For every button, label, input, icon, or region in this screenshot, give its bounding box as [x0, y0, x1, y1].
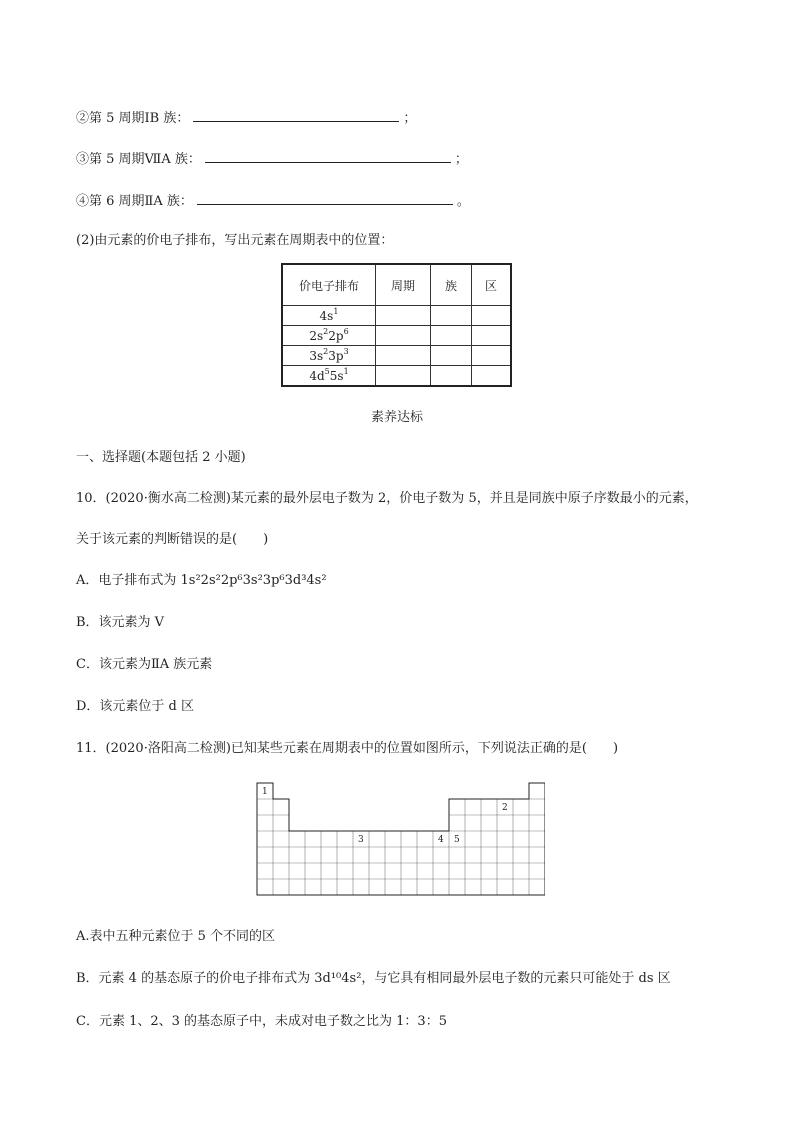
table-cell	[257, 879, 273, 895]
table-cell	[289, 847, 305, 863]
table-cell	[465, 815, 481, 831]
periodic-table-grid	[257, 783, 545, 895]
q10-option-a[interactable]: A．电子排布式为 1s²2s²2p⁶3s²3p⁶3d³4s²	[76, 573, 327, 588]
table-cell	[337, 847, 353, 863]
blank-label: ②第 5 周期ⅠB 族：	[76, 111, 190, 126]
section-title: 素养达标	[370, 410, 423, 425]
answer-blank[interactable]	[193, 108, 399, 122]
table-cell	[481, 847, 497, 863]
element-mark: 5	[454, 835, 460, 845]
table-cell	[497, 815, 513, 831]
table-cell	[449, 847, 465, 863]
table-cell	[257, 847, 273, 863]
group-cell[interactable]	[431, 326, 472, 346]
table-cell	[273, 831, 289, 847]
config-cell: $4d^55s^1$	[282, 366, 376, 387]
config-cell: $4s^1$	[282, 306, 376, 326]
table-cell	[465, 879, 481, 895]
table-cell	[353, 863, 369, 879]
config-table	[281, 263, 512, 387]
q10-option-c[interactable]: C．该元素为ⅡA 族元素	[76, 657, 213, 672]
table-cell	[289, 863, 305, 879]
table-cell	[529, 847, 545, 863]
table-cell	[257, 799, 273, 815]
element-mark: 4	[438, 835, 444, 845]
electron-config: 3d¹⁰4s²	[314, 971, 362, 986]
table-cell	[497, 879, 513, 895]
element-mark: 3	[358, 835, 364, 845]
table-cell	[369, 831, 385, 847]
table-cell	[273, 815, 289, 831]
table-cell	[321, 879, 337, 895]
table-cell	[449, 863, 465, 879]
table-cell	[401, 831, 417, 847]
table-cell	[401, 879, 417, 895]
q11-stem: 11．(2020·洛阳高二检测)已知某些元素在周期表中的位置如图所示，下列说法正确的是( )	[76, 741, 619, 756]
group-cell[interactable]	[431, 366, 472, 387]
table-row	[282, 366, 511, 387]
part2-prompt: (2)由元素的价电子排布，写出元素在周期表中的位置：	[76, 233, 394, 248]
table-cell	[433, 863, 449, 879]
q11-option-b[interactable]: B．元素 4 的基态原子的价电子排布式为 3d¹⁰4s²，与它具有相同最外层电子数的元素只可能处于 ds 区	[76, 971, 671, 986]
table-cell	[401, 847, 417, 863]
table-cell	[305, 831, 321, 847]
group-cell[interactable]	[431, 306, 472, 326]
table-cell	[305, 863, 321, 879]
period-cell[interactable]	[376, 346, 431, 366]
column-header: 族	[431, 264, 472, 306]
table-cell	[401, 863, 417, 879]
column-header: 周期	[376, 264, 431, 306]
table-cell	[353, 847, 369, 863]
table-cell	[369, 847, 385, 863]
table-cell	[369, 863, 385, 879]
electron-config: 1s²2s²2p⁶3s²3p⁶3d³4s²	[180, 573, 327, 588]
config-cell: $3s^23p^3$	[282, 346, 376, 366]
table-cell	[513, 847, 529, 863]
table-cell	[497, 847, 513, 863]
table-cell	[305, 847, 321, 863]
table-cell	[369, 879, 385, 895]
block-cell[interactable]	[472, 366, 512, 387]
table-cell	[337, 831, 353, 847]
table-cell	[321, 831, 337, 847]
answer-blank[interactable]	[197, 191, 453, 205]
column-header: 价电子排布	[282, 264, 376, 306]
table-cell	[321, 863, 337, 879]
blank-label: ③第 5 周期ⅦA 族：	[76, 152, 201, 167]
table-cell	[513, 799, 529, 815]
table-row	[282, 346, 511, 366]
table-cell	[337, 863, 353, 879]
group-cell[interactable]	[431, 346, 472, 366]
table-cell	[385, 879, 401, 895]
table-cell	[481, 863, 497, 879]
table-cell	[481, 799, 497, 815]
table-cell	[257, 831, 273, 847]
element-mark: 1	[262, 787, 268, 797]
block-cell[interactable]	[472, 346, 512, 366]
table-cell	[529, 815, 545, 831]
table-cell	[529, 879, 545, 895]
table-cell	[385, 831, 401, 847]
table-cell	[353, 879, 369, 895]
blank-line-3: ③第 5 周期ⅦA 族： ；	[76, 149, 468, 169]
column-header: 区	[472, 264, 512, 306]
q11-option-c[interactable]: C．元素 1、2、3 的基态原子中，未成对电子数之比为 1：3：5	[76, 1014, 447, 1029]
table-cell	[289, 831, 305, 847]
table-cell	[257, 815, 273, 831]
table-cell	[385, 863, 401, 879]
table-cell	[481, 815, 497, 831]
period-cell[interactable]	[376, 326, 431, 346]
table-cell	[273, 799, 289, 815]
table-cell	[481, 831, 497, 847]
table-cell	[449, 879, 465, 895]
element-mark: 2	[502, 803, 508, 813]
table-cell	[513, 815, 529, 831]
blank-label: ④第 6 周期ⅡA 族：	[76, 194, 193, 209]
table-cell	[529, 799, 545, 815]
table-cell	[465, 847, 481, 863]
table-cell	[417, 847, 433, 863]
table-cell	[449, 799, 465, 815]
table-cell	[273, 847, 289, 863]
period-cell[interactable]	[376, 306, 431, 326]
table-cell	[273, 879, 289, 895]
table-cell	[385, 847, 401, 863]
q10-option-b[interactable]: B．该元素为 V	[76, 615, 165, 630]
q10-option-d[interactable]: D．该元素位于 d 区	[76, 699, 195, 714]
table-cell	[481, 879, 497, 895]
table-cell	[513, 863, 529, 879]
blank-line-2: ②第 5 周期ⅠB 族： ；	[76, 108, 416, 128]
blank-line-4: ④第 6 周期ⅡA 族： 。	[76, 191, 470, 211]
table-cell	[417, 879, 433, 895]
table-cell	[273, 863, 289, 879]
table-cell	[417, 831, 433, 847]
table-cell	[433, 847, 449, 863]
table-cell	[529, 863, 545, 879]
table-cell	[529, 831, 545, 847]
table-cell	[465, 831, 481, 847]
table-cell	[433, 879, 449, 895]
section-heading: 一、选择题(本题包括 2 小题)	[76, 450, 246, 465]
table-cell	[513, 879, 529, 895]
table-cell	[305, 879, 321, 895]
table-cell	[257, 863, 273, 879]
table-cell	[497, 831, 513, 847]
table-cell	[337, 879, 353, 895]
table-header-row	[282, 264, 511, 306]
table-cell	[289, 879, 305, 895]
q10-stem-line1: 10．(2020·衡水高二检测)某元素的最外层电子数为 2，价电子数为 5，并且是同族中原子序数最小的元素，	[76, 491, 698, 506]
config-cell: $2s^22p^6$	[282, 326, 376, 346]
q11-option-a[interactable]: A.表中五种元素位于 5 个不同的区	[76, 929, 276, 944]
q10-stem-line2: 关于该元素的判断错误的是( )	[76, 532, 269, 547]
table-row	[282, 326, 511, 346]
table-cell	[513, 831, 529, 847]
table-cell	[417, 863, 433, 879]
table-cell	[529, 783, 545, 799]
table-cell	[321, 847, 337, 863]
block-cell[interactable]	[472, 306, 512, 326]
table-cell	[465, 799, 481, 815]
table-row	[282, 306, 511, 326]
table-cell	[465, 863, 481, 879]
periodic-table-figure	[255, 781, 545, 899]
block-cell[interactable]	[472, 326, 512, 346]
answer-blank[interactable]	[205, 149, 451, 163]
table-cell	[497, 863, 513, 879]
period-cell[interactable]	[376, 366, 431, 387]
table-cell	[449, 815, 465, 831]
